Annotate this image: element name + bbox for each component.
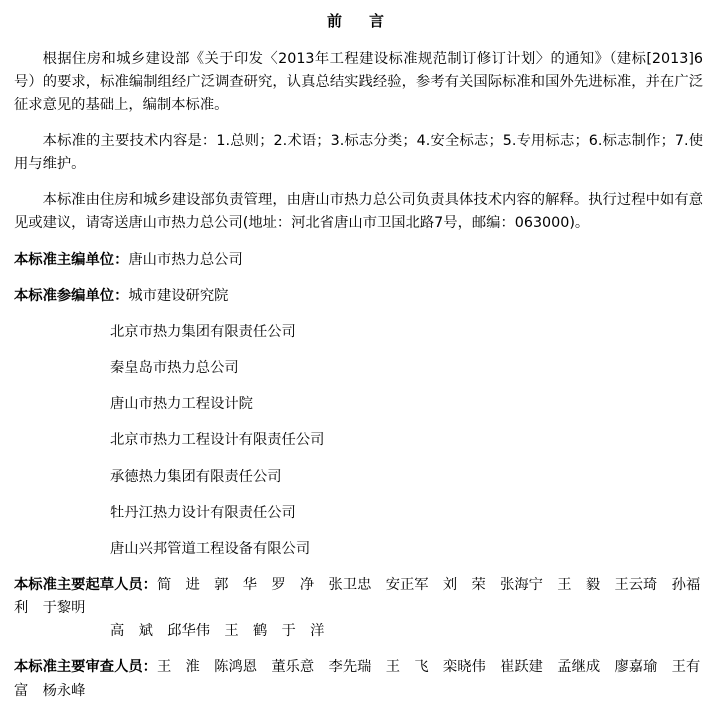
main-drafters-names-line1: 简 进 郭 华 罗 净 张卫忠 安正军 刘 荣 张海宁 王 毅 王云琦 孙福利 于黎明 xyxy=(14,577,701,617)
participating-editor-label: 本标准参编单位： xyxy=(14,287,129,304)
chief-editor-value: 唐山市热力总公司 xyxy=(128,251,243,268)
org-item: 唐山兴邦管道工程设备有限公司 xyxy=(110,540,311,557)
chief-editor-label: 本标准主编单位： xyxy=(14,251,129,268)
org-item: 北京市热力工程设计有限责任公司 xyxy=(110,432,325,449)
chief-editor-line xyxy=(14,249,703,272)
main-drafters-block xyxy=(14,574,703,643)
org-item: 唐山市热力工程设计院 xyxy=(110,396,253,413)
org-item: 承德热力集团有限责任公司 xyxy=(110,468,282,485)
paragraph-1: 根据住房和城乡建设部《关于印发〈2013年工程建设标准规范制订修订计划〉的通知》（建标[2013]6号）的要求，标准编制组经广泛调查研究，认真总结实践经验，参考有关国际标准和国外先进标准，并在广泛征求意见的基础上，编制本标准。 xyxy=(14,50,703,113)
main-drafters-names-line2: 高 斌 邱华伟 王 鹤 于 洋 xyxy=(110,623,325,640)
org-item: 牡丹江热力设计有限责任公司 xyxy=(110,504,296,521)
participating-editor-value: 城市建设研究院 xyxy=(128,287,229,304)
paragraph-3: 本标准由住房和城乡建设部负责管理，由唐山市热力总公司负责具体技术内容的解释。执行过程中如有意见或建议，请寄送唐山市热力总公司(地址：河北省唐山市卫国北路7号，邮编：063000)。 xyxy=(14,192,703,232)
paragraph-2: 本标准的主要技术内容是：1.总则；2.术语；3.标志分类；4.安全标志；5.专用标志；6.标志制作；7.使用与维护。 xyxy=(14,132,703,173)
main-reviewers-names-line1: 王 淮 陈鸿恩 董乐意 李先瑞 王 飞 栾晓伟 崔跃建 孟继成 廖嘉瑜 王有富 杨永峰 xyxy=(14,659,701,699)
page-title: 前 言 xyxy=(326,12,390,30)
org-item: 北京市热力集团有限责任公司 xyxy=(110,323,296,340)
main-reviewers-label: 本标准主要审查人员： xyxy=(14,659,157,676)
main-drafters-label: 本标准主要起草人员： xyxy=(14,577,157,593)
main-reviewers-block xyxy=(14,656,703,702)
org-item: 秦皇岛市热力总公司 xyxy=(110,360,239,377)
participating-editor-line xyxy=(14,285,703,308)
